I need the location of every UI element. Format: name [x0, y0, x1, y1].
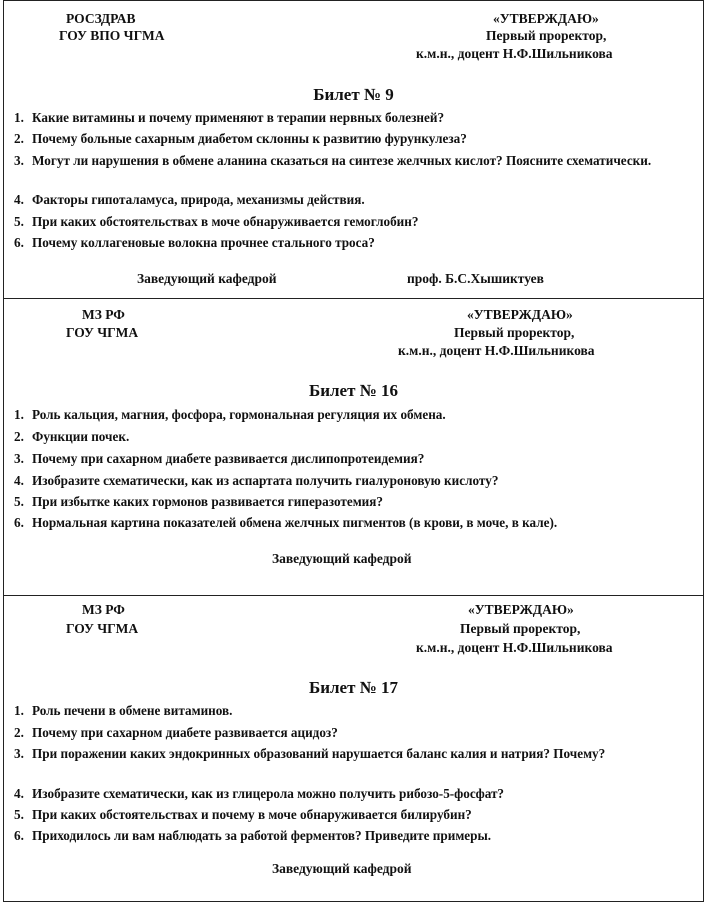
- question-text: Почему коллагеновые волокна прочнее стального троса?: [32, 235, 375, 250]
- question-text: При избытке каких гормонов развивается гиперазотемия?: [32, 494, 384, 509]
- question-text: Роль кальция, магния, фосфора, гормональная регуляция их обмена.: [32, 407, 446, 422]
- question-2: [14, 426, 695, 447]
- question-number: 1.: [14, 110, 24, 125]
- approve-name: к.м.н., доцент Н.Ф.Шильникова: [416, 640, 613, 655]
- question-3: [14, 448, 695, 469]
- exam-tickets-sheet: [3, 0, 704, 902]
- question-1: [14, 700, 695, 721]
- question-text: Какие витамины и почему применяют в терапии нервных болезней?: [32, 110, 445, 125]
- question-text: Нормальная картина показателей обмена желчных пигментов (в крови, в моче, в кале).: [32, 515, 558, 530]
- org-line-1: РОСЗДРАВ: [66, 11, 136, 26]
- approve-role: Первый проректор,: [454, 325, 575, 340]
- question-number: 5.: [14, 807, 24, 822]
- question-5: [14, 491, 695, 512]
- question-number: 6.: [14, 515, 24, 530]
- question-5: [14, 804, 695, 825]
- ticket-title: Билет № 17: [308, 678, 399, 697]
- org-line-2: ГОУ ВПО ЧГМА: [59, 28, 165, 43]
- question-text: Приходилось ли вам наблюдать за работой ферментов? Приведите примеры.: [32, 828, 492, 843]
- question-text: Могут ли нарушения в обмене аланина сказаться на синтезе желчных кислот? Поясните схематически.: [32, 153, 652, 168]
- question-2: [14, 128, 695, 149]
- org-line-1: МЗ РФ: [82, 307, 125, 322]
- question-number: 5.: [14, 214, 24, 229]
- approve-name: к.м.н., доцент Н.Ф.Шильникова: [398, 343, 595, 358]
- ticket-9: [4, 1, 703, 298]
- question-5: [14, 211, 695, 232]
- signature-label: Заведующий кафедрой: [137, 271, 277, 286]
- question-text: При каких обстоятельствах и почему в моче обнаруживается билирубин?: [32, 807, 472, 822]
- question-number: 2.: [14, 725, 24, 740]
- question-text: Почему при сахарном диабете развивается дислипопротеидемия?: [32, 451, 425, 466]
- org-line-2: ГОУ ЧГМА: [66, 621, 139, 636]
- question-1: [14, 404, 695, 425]
- org-line-2: ГОУ ЧГМА: [66, 325, 139, 340]
- question-number: 2.: [14, 429, 24, 444]
- approve-role: Первый проректор,: [486, 28, 607, 43]
- question-number: 5.: [14, 494, 24, 509]
- signature-label: Заведующий кафедрой: [272, 551, 412, 566]
- question-2: [14, 722, 695, 743]
- approve-role: Первый проректор,: [460, 621, 581, 636]
- question-number: 6.: [14, 235, 24, 250]
- question-4: [14, 783, 695, 804]
- question-6: [14, 232, 695, 253]
- question-text: Факторы гипоталамуса, природа, механизмы действия.: [32, 192, 365, 207]
- ticket-title: Билет № 9: [313, 85, 394, 104]
- ticket-16: [4, 298, 703, 595]
- question-number: 4.: [14, 192, 24, 207]
- question-3: [14, 743, 695, 764]
- question-text: Роль печени в обмене витаминов.: [32, 703, 233, 718]
- approve-heading: «УТВЕРЖДАЮ»: [493, 11, 599, 26]
- ticket-17: [4, 595, 703, 901]
- question-number: 1.: [14, 407, 24, 422]
- question-text: Изобразите схематически, как из глицерола можно получить рибозо-5-фосфат?: [32, 786, 505, 801]
- question-1: [14, 107, 695, 128]
- question-text: При поражении каких эндокринных образований нарушается баланс калия и натрия? Почему?: [32, 746, 606, 761]
- question-number: 2.: [14, 131, 24, 146]
- signature-label: Заведующий кафедрой: [272, 861, 412, 876]
- question-text: Функции почек.: [32, 429, 130, 444]
- question-text: Изобразите схематически, как из аспартата получить гиалуроновую кислоту?: [32, 473, 499, 488]
- approve-heading: «УТВЕРЖДАЮ»: [468, 602, 574, 617]
- question-text: Почему при сахарном диабете развивается ацидоз?: [32, 725, 338, 740]
- signature-name: проф. Б.С.Хышиктуев: [407, 271, 544, 286]
- question-6: [14, 512, 695, 533]
- question-number: 6.: [14, 828, 24, 843]
- question-number: 3.: [14, 746, 24, 761]
- approve-heading: «УТВЕРЖДАЮ»: [467, 307, 573, 322]
- question-text: Почему больные сахарным диабетом склонны к развитию фурункулеза?: [32, 131, 467, 146]
- ticket-title: Билет № 16: [308, 381, 399, 400]
- question-number: 4.: [14, 473, 24, 488]
- question-4: [14, 189, 695, 210]
- question-number: 3.: [14, 451, 24, 466]
- org-line-1: МЗ РФ: [82, 602, 125, 617]
- question-number: 1.: [14, 703, 24, 718]
- question-6: [14, 825, 695, 846]
- question-4: [14, 470, 695, 491]
- question-3: [14, 150, 695, 171]
- question-number: 4.: [14, 786, 24, 801]
- approve-name: к.м.н., доцент Н.Ф.Шильникова: [416, 46, 613, 61]
- question-text: При каких обстоятельствах в моче обнаруживается гемоглобин?: [32, 214, 419, 229]
- question-number: 3.: [14, 153, 24, 168]
